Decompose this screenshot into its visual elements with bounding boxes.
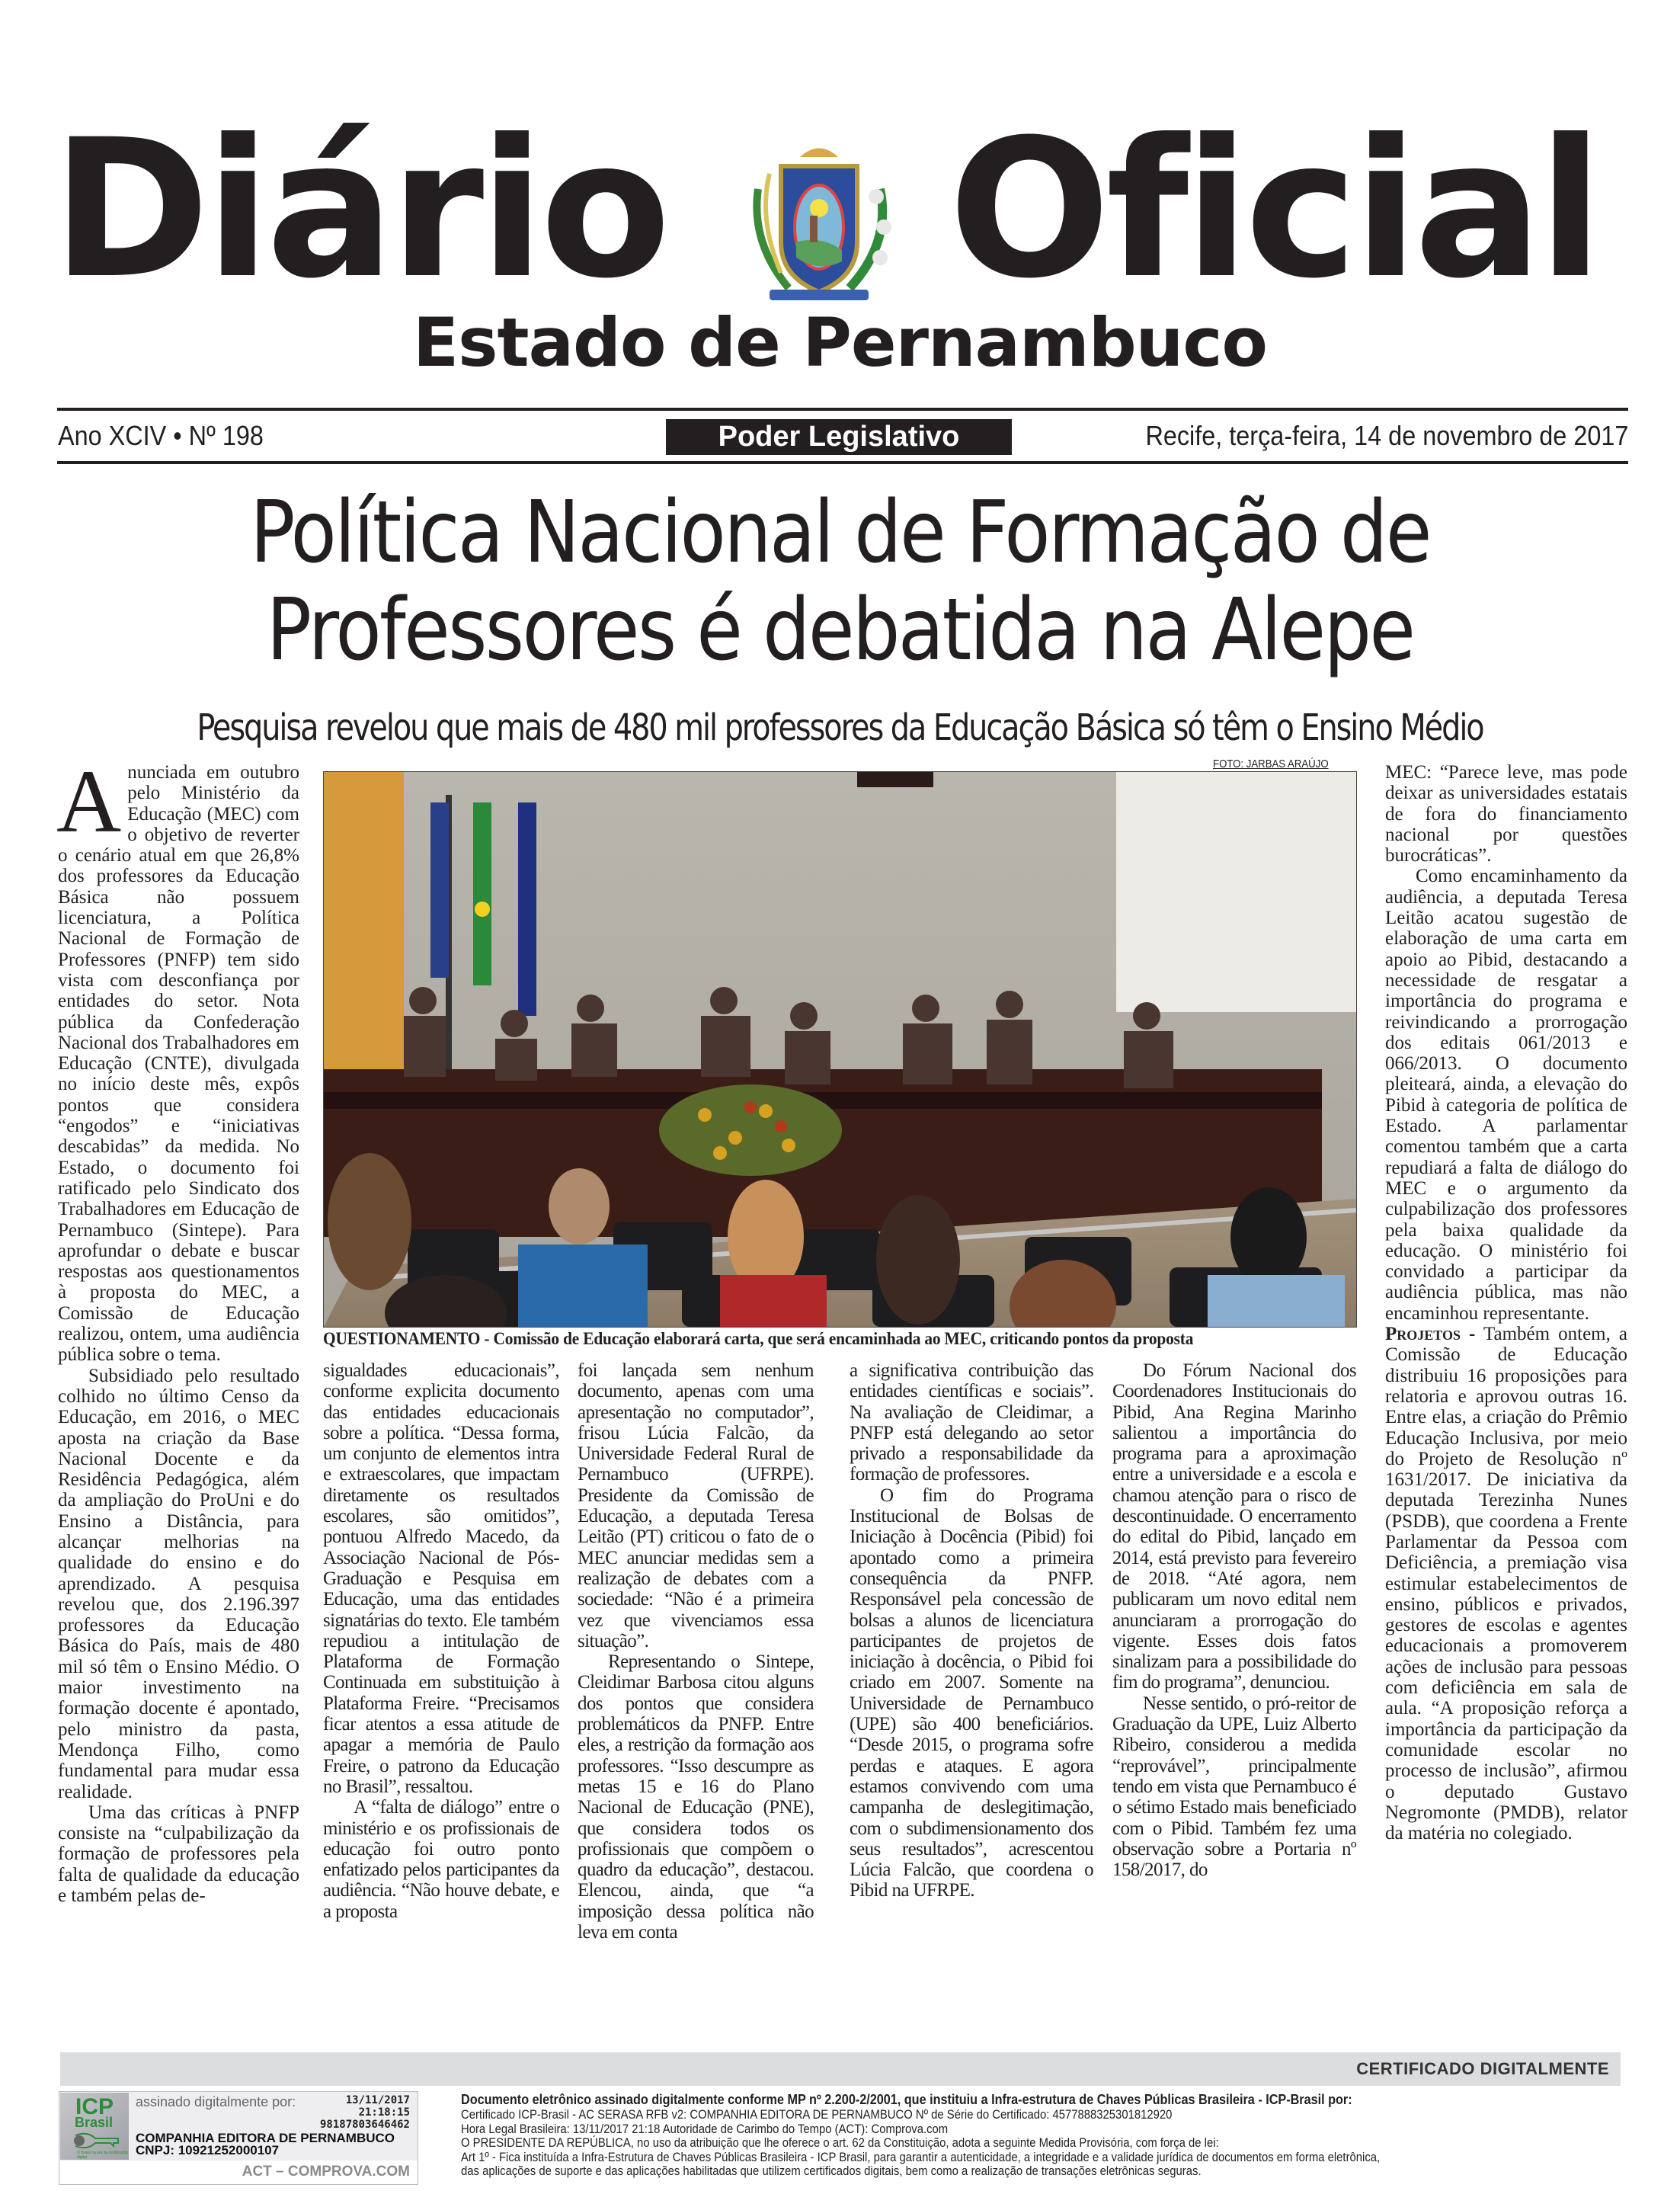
- paragraph: foi lançada sem nenhum documento, apenas com uma apresentação no computador”, frisou Lúcia Falcão, da Universidade Federal Rural de Pernambuco (UFRPE). Presidente da Comissão de Educação, a deputada Teresa Leitão (PT) criticou o fato de o MEC anunciar medidas sem a realização de debates com a sociedade: “Não é a primeira vez que vivenciamos essa situação”.: [578, 1360, 814, 1651]
- headline-line-2: Professores é debatida na Alepe: [266, 581, 1414, 680]
- masthead-title-left: Diário: [52, 98, 667, 320]
- paragraph: Anunciada em outubro pelo Ministério da Educação (MEC) com o objetivo de reverter o cenário atual em que 26,8% dos professores da Educação Básica não possuem licenciatura, a Política Nacional de Formação de Professores (PNFP) tem sido vista com desconfiança por entidades do setor. Nota pública da Confederação Nacional dos Trabalhadores em Educação (CNTE), divulgada no início deste mês, expôs pontos que considera “engodos” e “iniciativas descabidas” da medida. No Estado, o documento foi ratificado pelo Sindicato dos Trabalhadores em Educação de Pernambuco (Sintepe). Para aprofundar o debate e buscar respostas aos questionamentos à proposta do MEC, a Comissão de Educação realizou, ontem, uma audiência pública sobre o tema.: [56, 751, 299, 1366]
- article-column-5: [1112, 1360, 1356, 1880]
- audience-rows: [324, 772, 1356, 1327]
- masthead-subtitle: Estado de Pernambuco: [413, 303, 1267, 382]
- article-column-6: [1385, 762, 1627, 1843]
- headline: [101, 484, 1579, 679]
- article-column-3: [578, 1360, 814, 1943]
- certificate-legal-text: [461, 2091, 1517, 2179]
- paragraph: Do Fórum Nacional dos Coordenadores Institucionais do Pibid, Ana Regina Marinho salientou a importância do programa para a aproximação entre a universidade e a escola e chamou atenção para o risco de descontinuidade. O encerramento do edital do Pibid, lançado em 2014, está previsto para fevereiro de 2018. “Até agora, nem publicaram um novo edital nem anunciaram a prorrogação do vigente. Esses dois fatos sinalizam para a possibilidade do fim do programa”, denunciou.: [1112, 1360, 1356, 1693]
- certificate-line: Art 1º - Fica instituída a Infra-Estrutura de Chaves Públicas Brasileira - ICP Brasil, para garantir a autenticidade, a integridade e a validade jurídica de documentos em forma eletrônica,: [461, 2150, 1381, 2164]
- paragraph: Representando o Sintepe, Cleidimar Barbosa citou alguns dos pontos que considera problemáticos da PNFP. Entre eles, a restrição da formação aos professores. “Isso descumpre as metas 15 e 16 do Plano Nacional de Educação (PNE), que considera todos os profissionais que compõem o quadro da educação”, destacou. Elencou, ainda, que “a imposição dessa política não leva em conta: [578, 1651, 814, 1943]
- section-badge: Poder Legislativo: [666, 419, 1012, 455]
- certificate-line: Certificado ICP-Brasil - AC SERASA RFB v2: COMPANHIA EDITORA DE PERNAMBUCO Nº de Série do Certificado: 4577888325301812920: [461, 2108, 1173, 2122]
- edition-date: Recife, terça-feira, 14 de novembro de 2017: [1145, 420, 1628, 451]
- signer-company: COMPANHIA EDITORA DE PERNAMBUCO: [136, 2131, 395, 2145]
- subheadline: Pesquisa revelou que mais de 480 mil professores da Educação Básica só têm o Ensino Médio: [197, 706, 1483, 749]
- paragraph: Subsidiado pelo resultado colhido no último Censo da Educação, em 2016, o MEC aposta na criação da Base Nacional Docente e da Residência Pedagógica, além da ampliação do ProUni e do Ensino a Distância, para alcançar melhorias na qualidade do ensino e do aprendizado. A pesquisa revelou que, dos 2.196.397 professores da Educação Básica do País, mais de 480 mil só têm o Ensino Médio. O maior investimento na formação docente é apontado, pelo ministro da pasta, Mendonça Filho, como fundamental para mudar essa realidade.: [58, 1365, 299, 1802]
- runin-heading: Projetos -: [1385, 1324, 1476, 1345]
- certificate-bar: [60, 2052, 1621, 2086]
- article-column-4: [850, 1360, 1093, 1901]
- certificate-line: Hora Legal Brasileira: 13/11/2017 21:18 Autoridade de Carimbo do Tempo (ACT): Comprova.com: [461, 2122, 949, 2136]
- paragraph: MEC: “Parece leve, mas pode deixar as universidades estatais de fora do financiamento nacional por questões burocráticas”.: [1385, 762, 1627, 866]
- paragraph-projetos: Projetos - Também ontem, a Comissão de Educação distribuiu 16 proposições para relatoria e aprovou outras 16. Entre elas, a criação do Prêmio Educação Inclusiva, por meio do Projeto de Resolução nº 1631/2017. De iniciativa da deputada Terezinha Nunes (PSDB), que coordena a Frente Parlamentar da Pessoa com Deficiência, a premiação visa estimular estabelecimentos de ensino, públicos e privados, gestores de escolas e agentes educacionais a promoverem ações de inclusão para pessoas com deficiência em sala de aula. “A proposição reforça a importância da participação da comunidade escolar no processo de inclusão”, afirmou o deputado Gustavo Negromonte (PMDB), relator da matéria no colegiado.: [1385, 1324, 1628, 1844]
- masthead-rule-bottom: [57, 461, 1628, 464]
- photo-caption: QUESTIONAMENTO - Comissão de Educação elaborará carta, que será encaminhada ao MEC, criticando pontos da proposta: [323, 1329, 1194, 1348]
- signature-stamp: [59, 2091, 418, 2185]
- signature-timestamp: 13/11/2017 21:18:15 98187803646462: [319, 2094, 410, 2131]
- paragraph: O fim do Programa Institucional de Bolsas de Iniciação à Docência (Pibid) foi apontado como a primeira consequência da PNFP. Responsável pela concessão de bolsas a alunos de licenciatura participantes de projetos de iniciação à docência, o Pibid foi criado em 2007. Somente na Universidade de Pernambuco (UPE) são 400 beneficiários. “Desde 2015, o programa sofre perdas e ataques. E agora estamos convivendo com uma campanha de deslegitimação, com o subdimensionamento dos seus resultados”, acrescentou Lúcia Falcão, que coordena o Pibid na UFRPE.: [850, 1485, 1093, 1901]
- signed-by-label: assinado digitalmente por:: [136, 2094, 296, 2109]
- article-photo: [323, 771, 1357, 1328]
- masthead-rule-top: [57, 408, 1628, 411]
- drop-cap: A: [56, 751, 122, 851]
- key-icon: [72, 2132, 121, 2149]
- headline-line-1: Política Nacional de Formação de: [250, 483, 1430, 582]
- paragraph: sigualdades educacionais”, conforme explicita documento das entidades educacionais sobre a política. “Dessa forma, um conjunto de elementos intra e extraescolares, que impactam diretamente os resultados escolares, são omitidos”, pontuou Alfredo Macedo, da Associação Nacional de Pós-Graduação e Pesquisa em Educação, uma das entidades signatárias do texto. Ele também repudiou a intitulação de Plataforma de Formação Continuada em substituição à Plataforma Freire. “Precisamos ficar atentos a essa atitude de apagar a memória de Paulo Freire, o patrono da Educação no Brasil”, ressaltou.: [323, 1360, 559, 1797]
- icp-brasil-logo: ICP Brasil O Brasil na era da certificação digital: [60, 2093, 129, 2160]
- signer-cnpj: CNPJ: 10921252000107: [136, 2143, 280, 2157]
- article-column-2: [323, 1360, 559, 1922]
- paragraph: Como encaminhamento da audiência, a deputada Teresa Leitão acatou sugestão de elaboração de uma carta em apoio ao Pibid, destacando a necessidade de resgatar a importância do programa e reivindicando a prorrogação dos editais 061/2013 e 066/2013. O documento pleiteará, ainda, a elevação do Pibid à categoria de política de Estado. A parlamentar comentou também que a carta repudiará a falta de diálogo do MEC e o argumento da culpabilização dos professores pela baixa qualidade da educação. O ministério foi convidado a participar da audiência pública, mas não encaminhou representante.: [1385, 866, 1627, 1324]
- paragraph: Nesse sentido, o pró-reitor de Graduação da UPE, Luiz Alberto Ribeiro, considerou a medida “reprovável”, principalmente tendo em vista que Pernambuco é o sétimo Estado mais beneficiado com o Pibid. Também fez uma observação sobre a Portaria nº 158/2017, do: [1112, 1693, 1356, 1881]
- certificate-line: Documento eletrônico assinado digitalmente conforme MP nº 2.200-2/2001, que instituiu a Infra-estrutura de Chaves Públicas Brasileira - ICP-Brasil por:: [461, 2092, 1352, 2107]
- masthead-title-right: Oficial: [949, 98, 1599, 320]
- issue-number: Ano XCIV • Nº 198: [58, 420, 264, 451]
- paragraph: Uma das críticas à PNFP consiste na “culpabilização da formação de professores pela falta de qualidade da educação e também pelas de-: [58, 1802, 299, 1907]
- certificate-line: O PRESIDENTE DA REPÚBLICA, no uso da atribuição que lhe oferece o art. 62 da Constituição, adota a seguinte Medida Provisória, com força de lei:: [461, 2136, 1219, 2151]
- paragraph: a significativa contribuição das entidades científicas e sociais”. Na avaliação de Cleidimar, a PNFP está delegando ao setor privado a responsabilidade da formação de professores.: [850, 1360, 1093, 1485]
- timestamp-authority: ACT – COMPROVA.COM: [242, 2164, 410, 2180]
- state-coat-of-arms-icon: [728, 128, 910, 311]
- article-column-1: [56, 751, 299, 1907]
- certificate-line: das aplicações de suporte e das aplicações habilitadas que utilizem certificados digitais, bem como a realização de transações eletrônicas seguras.: [461, 2164, 1202, 2179]
- photo-credit: FOTO: JARBAS ARAÚJO: [1213, 758, 1329, 770]
- certificate-bar-label: CERTIFICADO DIGITALMENTE: [1356, 2059, 1609, 2078]
- paragraph: A “falta de diálogo” entre o ministério e os profissionais de educação foi outro ponto enfatizado pelos participantes da audiência. “Não houve debate, e a proposta: [323, 1797, 559, 1922]
